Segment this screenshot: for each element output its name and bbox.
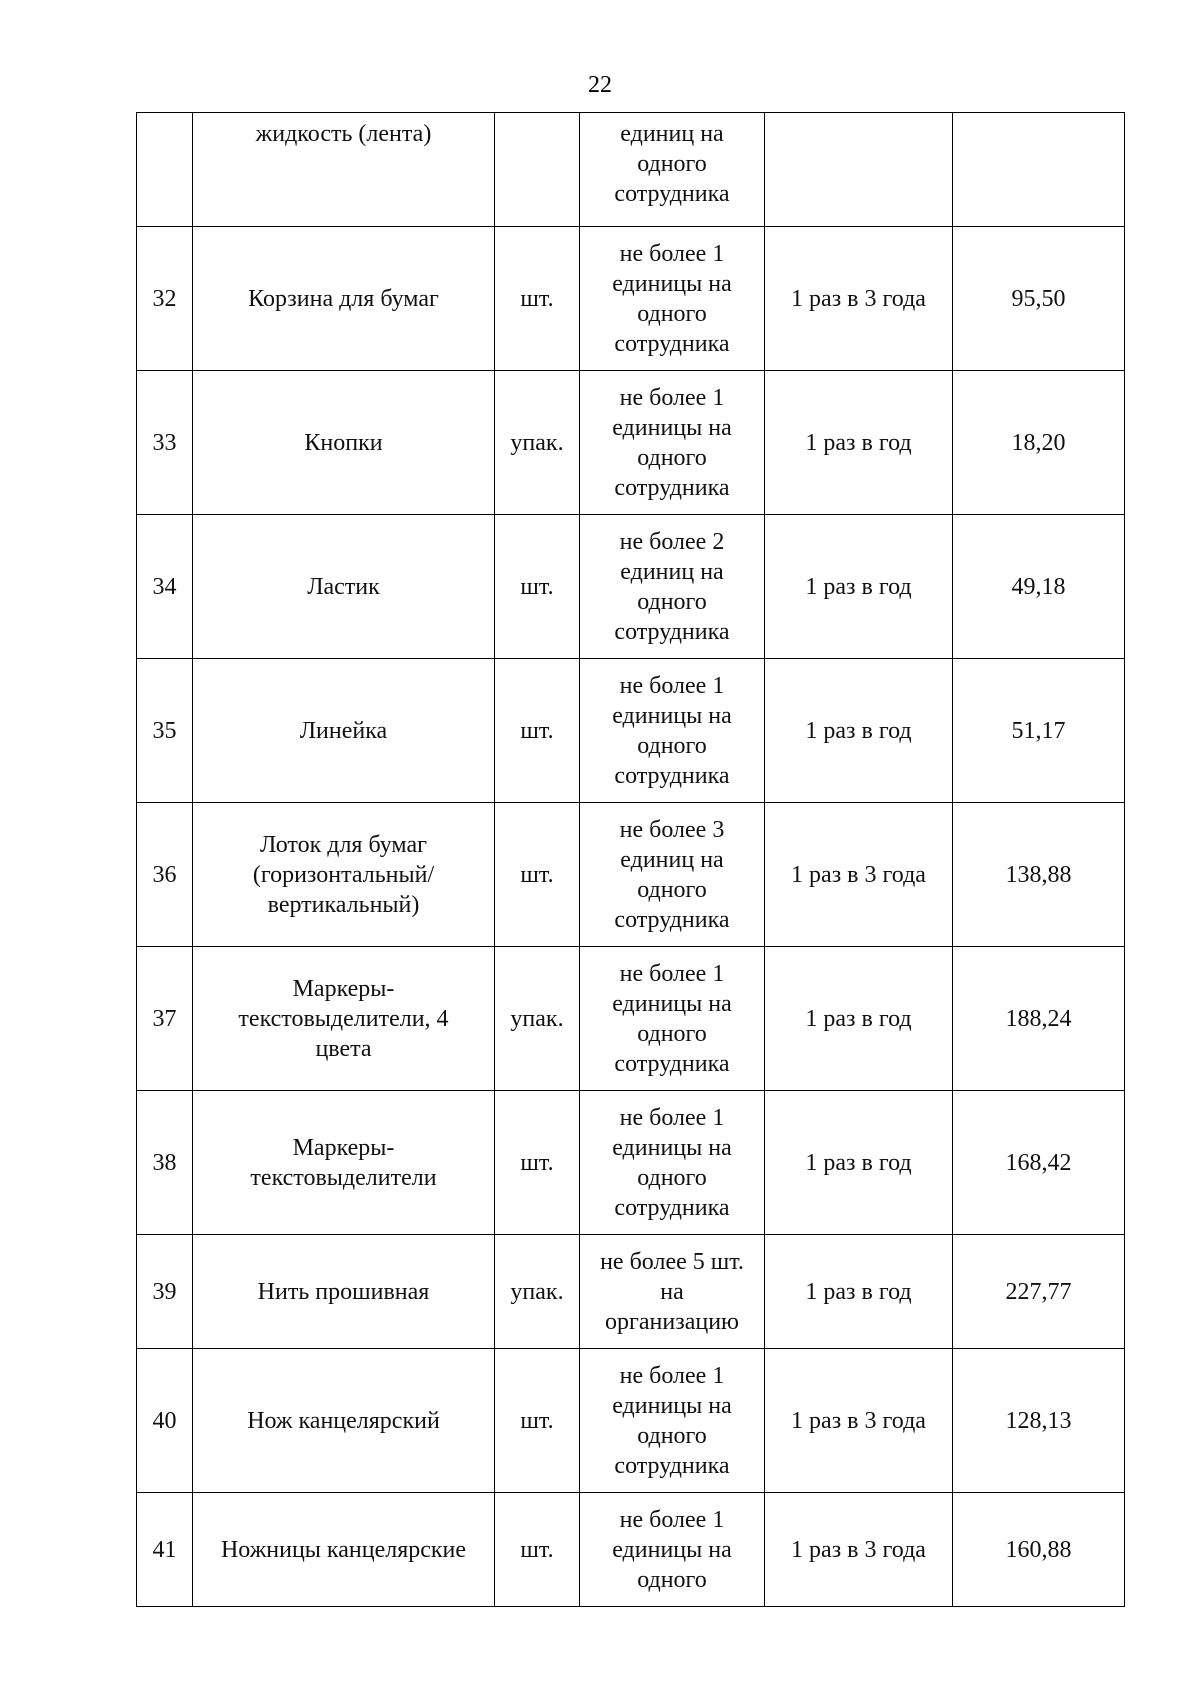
item-name: Нож канцелярский: [193, 1349, 495, 1493]
row-number: 32: [137, 227, 193, 371]
item-period: 1 раз в год: [765, 659, 953, 803]
item-price: 227,77: [953, 1235, 1125, 1349]
item-period: 1 раз в 3 года: [765, 803, 953, 947]
item-norm: не более 1 единицы на одного сотрудника: [580, 659, 765, 803]
item-unit: шт.: [495, 1091, 580, 1235]
item-period: 1 раз в 3 года: [765, 227, 953, 371]
item-unit: шт.: [495, 515, 580, 659]
item-norm: не более 1 единицы на одного: [580, 1493, 765, 1607]
row-number: 39: [137, 1235, 193, 1349]
item-period: 1 раз в год: [765, 515, 953, 659]
row-number: 37: [137, 947, 193, 1091]
row-number: 36: [137, 803, 193, 947]
table-row: [137, 227, 1125, 371]
item-name: Маркеры- текстовыделители: [193, 1091, 495, 1235]
item-price: 188,24: [953, 947, 1125, 1091]
row-number: 38: [137, 1091, 193, 1235]
table-row: [137, 1235, 1125, 1349]
row-number: 41: [137, 1493, 193, 1607]
table-row: [137, 947, 1125, 1091]
item-name: Маркеры- текстовыделители, 4 цвета: [193, 947, 495, 1091]
item-name: Корзина для бумаг: [193, 227, 495, 371]
table-row: [137, 371, 1125, 515]
table-row: [137, 1091, 1125, 1235]
item-name: Нить прошивная: [193, 1235, 495, 1349]
item-norm: единиц на одного сотрудника: [580, 113, 765, 227]
table-row: [137, 659, 1125, 803]
item-price: 95,50: [953, 227, 1125, 371]
item-unit: шт.: [495, 1349, 580, 1493]
item-price: [953, 113, 1125, 227]
supplies-table: [136, 112, 1125, 1607]
item-unit: упак.: [495, 1235, 580, 1349]
item-period: 1 раз в 3 года: [765, 1349, 953, 1493]
row-number: 35: [137, 659, 193, 803]
item-price: 168,42: [953, 1091, 1125, 1235]
table-row: [137, 1493, 1125, 1607]
item-name: жидкость (лента): [193, 113, 495, 227]
item-period: 1 раз в год: [765, 947, 953, 1091]
row-number: 33: [137, 371, 193, 515]
row-number: 34: [137, 515, 193, 659]
item-name: Кнопки: [193, 371, 495, 515]
item-price: 160,88: [953, 1493, 1125, 1607]
item-period: 1 раз в год: [765, 371, 953, 515]
table-row: [137, 803, 1125, 947]
item-price: 128,13: [953, 1349, 1125, 1493]
item-period: 1 раз в год: [765, 1235, 953, 1349]
item-norm: не более 3 единиц на одного сотрудника: [580, 803, 765, 947]
item-norm: не более 1 единицы на одного сотрудника: [580, 947, 765, 1091]
item-norm: не более 5 шт. на организацию: [580, 1235, 765, 1349]
item-unit: шт.: [495, 1493, 580, 1607]
item-price: 49,18: [953, 515, 1125, 659]
item-unit: [495, 113, 580, 227]
item-norm: не более 1 единицы на одного сотрудника: [580, 371, 765, 515]
item-price: 51,17: [953, 659, 1125, 803]
item-unit: шт.: [495, 227, 580, 371]
table-row: [137, 113, 1125, 227]
item-unit: упак.: [495, 371, 580, 515]
item-price: 138,88: [953, 803, 1125, 947]
row-number: 40: [137, 1349, 193, 1493]
item-name: Ластик: [193, 515, 495, 659]
page-number: 22: [588, 72, 612, 98]
item-norm: не более 1 единицы на одного сотрудника: [580, 1349, 765, 1493]
item-unit: шт.: [495, 659, 580, 803]
table-row: [137, 1349, 1125, 1493]
item-period: 1 раз в год: [765, 1091, 953, 1235]
item-unit: шт.: [495, 803, 580, 947]
item-norm: не более 1 единицы на одного сотрудника: [580, 1091, 765, 1235]
table-row: [137, 515, 1125, 659]
item-period: [765, 113, 953, 227]
item-period: 1 раз в 3 года: [765, 1493, 953, 1607]
item-unit: упак.: [495, 947, 580, 1091]
item-name: Ножницы канцелярские: [193, 1493, 495, 1607]
item-price: 18,20: [953, 371, 1125, 515]
item-norm: не более 1 единицы на одного сотрудника: [580, 227, 765, 371]
item-norm: не более 2 единиц на одного сотрудника: [580, 515, 765, 659]
row-number: [137, 113, 193, 227]
item-name: Лоток для бумаг (горизонтальный/ вертикальный): [193, 803, 495, 947]
item-name: Линейка: [193, 659, 495, 803]
